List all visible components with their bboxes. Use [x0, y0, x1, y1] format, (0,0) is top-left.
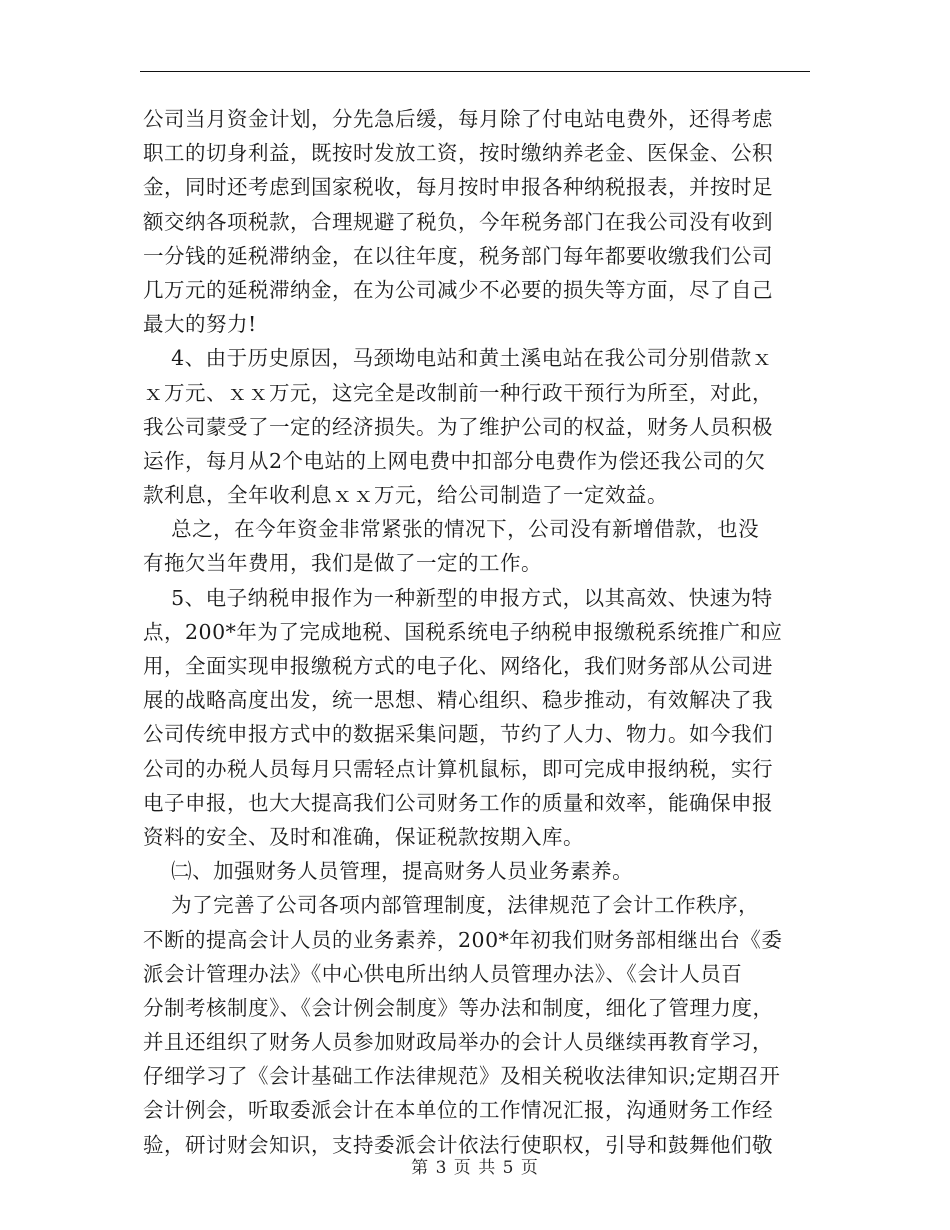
page-number-footer: 第 3 页 共 5 页 — [411, 1158, 539, 1178]
text-line: 并且还组织了财务人员参加财政局举办的会计人员继续再教育学习， — [143, 1030, 773, 1055]
text-line: ｘ万元、ｘｘ万元，这完全是改制前一种行政干预行为所至，对此， — [143, 380, 773, 405]
text-line: 电子申报，也大大提高我们公司财务工作的质量和效率，能确保申报 — [143, 790, 773, 815]
text-line: 分制考核制度》、《会计例会制度》等办法和制度，细化了管理力度， — [143, 995, 774, 1020]
text-line: 仔细学习了《会计基础工作法律规范》及相关税收法律知识;定期召开 — [143, 1064, 781, 1089]
text-line: 不断的提高会计人员的业务素养，200*年初我们财务部相继出台《委 — [143, 927, 783, 952]
text-line: 4、由于历史原因，马颈坳电站和黄土溪电站在我公司分别借款ｘ — [143, 346, 773, 371]
text-line: 几万元的延税滞纳金，在为公司减少不必要的损失等方面，尽了自己 — [143, 277, 773, 302]
text-line: 公司传统申报方式中的数据采集问题，节约了人力、物力。如今我们 — [143, 722, 773, 747]
text-line: 公司当月资金计划，分先急后缓，每月除了付电站电费外，还得考虑 — [143, 107, 773, 131]
header-rule — [140, 71, 810, 72]
text-line: 展的战略高度出发，统一思想、精心组织、稳步推动，有效解决了我 — [143, 688, 773, 713]
text-line: 点，200*年为了完成地税、国税系统电子纳税申报缴税系统推广和应 — [143, 619, 783, 644]
text-line: 最大的努力! — [143, 312, 257, 337]
text-line: 有拖欠当年费用，我们是做了一定的工作。 — [143, 551, 542, 576]
text-line: 5、电子纳税申报作为一种新型的申报方式，以其高效、快速为特 — [143, 585, 773, 610]
text-line: 金，同时还考虑到国家税收，每月按时申报各种纳税报表，并按时足 — [143, 175, 773, 200]
text-line: 我公司蒙受了一定的经济损失。为了维护公司的权益，财务人员积极 — [143, 414, 773, 439]
text-line: 运作，每月从2个电站的上网电费中扣部分电费作为偿还我公司的欠 — [143, 448, 766, 473]
text-line: 派会计管理办法》《中心供电所出纳人员管理办法》、《会计人员百 — [143, 961, 743, 986]
text-line: 会计例会，听取委派会计在本单位的工作情况汇报，沟通财务工作经 — [143, 1098, 773, 1123]
text-line: 款利息，全年收利息ｘｘ万元，给公司制造了一定效益。 — [143, 483, 668, 508]
text-line: 总之，在今年资金非常紧张的情况下，公司没有新增借款，也没 — [143, 517, 760, 542]
text-line: 职工的切身利益，既按时发放工资，按时缴纳养老金、医保金、公积 — [143, 141, 773, 166]
text-line: 资料的安全、及时和准确，保证税款按期入库。 — [143, 824, 584, 849]
text-line: 为了完善了公司各项内部管理制度，法律规范了会计工作秩序， — [143, 893, 760, 918]
text-line: 验，研讨财会知识，支持委派会计依法行使职权，引导和鼓舞他们敬 — [143, 1132, 773, 1157]
text-line: 一分钱的延税滞纳金，在以往年度，税务部门每年都要收缴我们公司 — [143, 243, 773, 268]
text-line: ㈡、加强财务人员管理，提高财务人员业务素养。 — [143, 859, 634, 884]
document-body — [143, 102, 815, 1162]
text-line: 额交纳各项税款，合理规避了税负，今年税务部门在我公司没有收到 — [143, 209, 773, 234]
text-line: 公司的办税人员每月只需轻点计算机鼠标，即可完成申报纳税，实行 — [143, 756, 773, 781]
text-line: 用，全面实现申报缴税方式的电子化、网络化，我们财务部从公司进 — [143, 654, 773, 678]
